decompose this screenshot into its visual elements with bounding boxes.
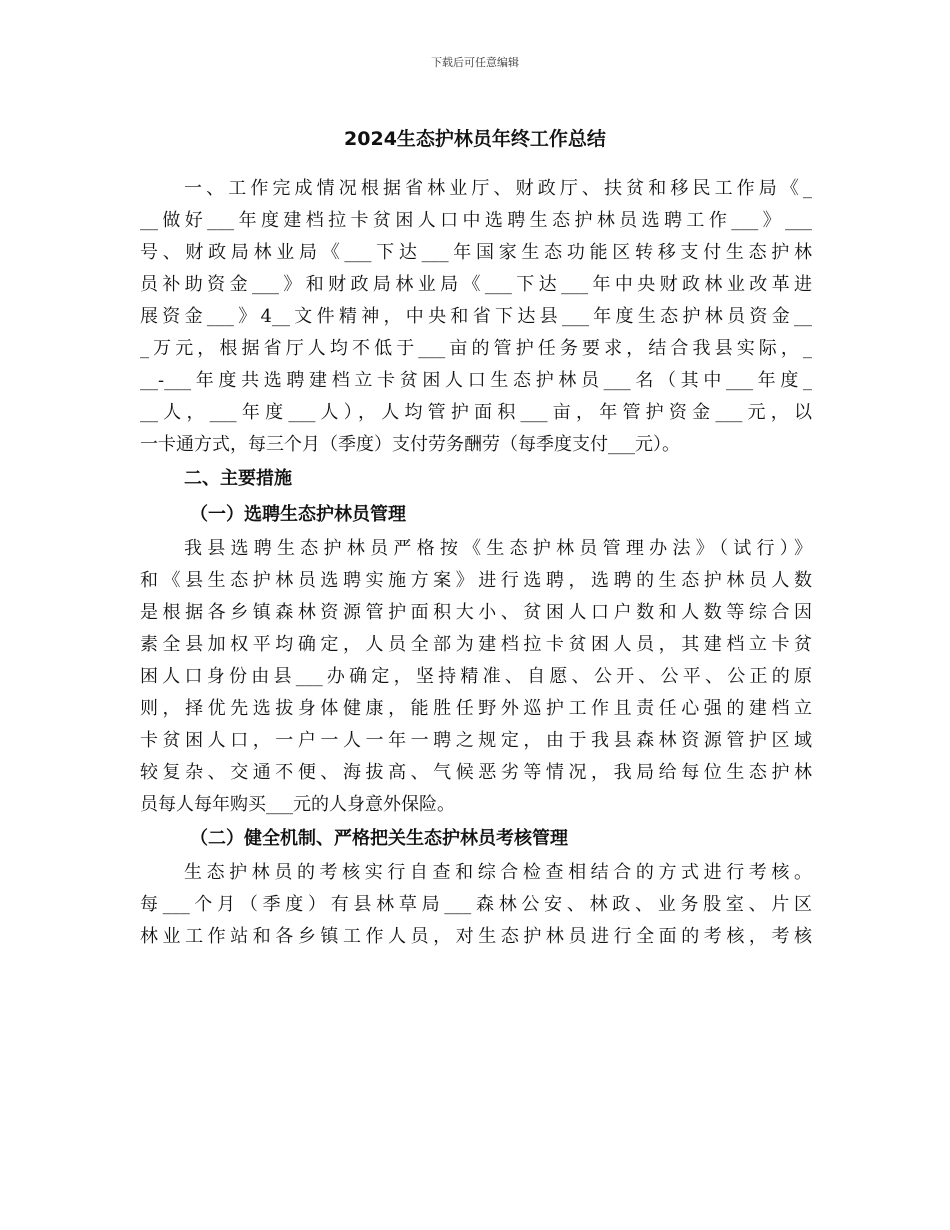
text-line: 一卡通方式，每三个月（季度）支付劳务酬劳（每季度支付___元）。 bbox=[140, 434, 680, 455]
text-line: 较复杂、交通不便、海拔高、气候恶劣等情况，我局给每位生态护林 bbox=[140, 762, 812, 783]
text-line: 展资金___》4__文件精神，中央和省下达县___年度生态护林员资金__ bbox=[140, 306, 812, 327]
document-title: 2024生态护林员年终工作总结 bbox=[344, 128, 606, 150]
text-line: 生态护林员的考核实行自查和综合检查相结合的方式进行考核。 bbox=[184, 862, 812, 883]
subsection-heading-recruitment: （一）选聘生态护林员管理 bbox=[190, 504, 406, 525]
text-line: __人，___年度___人），人均管护面积___亩，年管护资金___元，以 bbox=[140, 402, 812, 423]
subsection-heading-assessment: （二）健全机制、严格把关生态护林员考核管理 bbox=[190, 828, 568, 849]
text-line: 号、财政局林业局《___下达___年国家生态功能区转移支付生态护林 bbox=[140, 242, 812, 263]
text-line: 素全县加权平均确定，人员全部为建档拉卡贫困人员，其建档立卡贫 bbox=[140, 634, 812, 655]
paragraph-assessment bbox=[140, 857, 812, 953]
text-line: 和《县生态护林员选聘实施方案》进行选聘，选聘的生态护林员人数 bbox=[140, 570, 812, 591]
text-line: 则，择优先选拔身体健康，能胜任野外巡护工作且责任心强的建档立 bbox=[140, 698, 812, 719]
text-line: 员每人每年购买___元的人身意外保险。 bbox=[140, 794, 455, 815]
paragraph-recruitment bbox=[140, 533, 812, 821]
text-line: 每___个月（季度）有县林草局___森林公安、林政、业务股室、片区 bbox=[140, 894, 812, 915]
text-line: 员补助资金___》和财政局林业局《___下达___年中央财政林业改革进 bbox=[140, 274, 812, 295]
text-line: 我县选聘生态护林员严格按《生态护林员管理办法》（试行）》 bbox=[184, 538, 812, 559]
text-line: 困人口身份由县___办确定，坚持精准、自愿、公开、公平、公正的原 bbox=[140, 666, 812, 687]
text-line: __-___年度共选聘建档立卡贫困人口生态护林员___名（其中___年度_ bbox=[140, 370, 812, 391]
text-line: __做好___年度建档拉卡贫困人口中选聘生态护林员选聘工作___》___ bbox=[140, 210, 812, 231]
page-header-note: 下载后可任意编辑 bbox=[431, 56, 519, 69]
text-line: _万元，根据省厅人均不低于___亩的管护任务要求，结合我县实际，_ bbox=[140, 338, 812, 359]
section-heading-main-measures: 二、主要措施 bbox=[184, 468, 292, 489]
paragraph-work-completion bbox=[140, 173, 812, 461]
text-line: 卡贫困人口，一户一人一年一聘之规定，由于我县森林资源管护区域 bbox=[140, 730, 812, 751]
text-line: 是根据各乡镇森林资源管护面积大小、贫困人口户数和人数等综合因 bbox=[140, 602, 812, 623]
text-line: 一、工作完成情况根据省林业厅、财政厅、扶贫和移民工作局《_ bbox=[184, 178, 812, 199]
text-line: 林业工作站和各乡镇工作人员，对生态护林员进行全面的考核，考核 bbox=[140, 926, 812, 947]
document-body bbox=[140, 173, 812, 953]
